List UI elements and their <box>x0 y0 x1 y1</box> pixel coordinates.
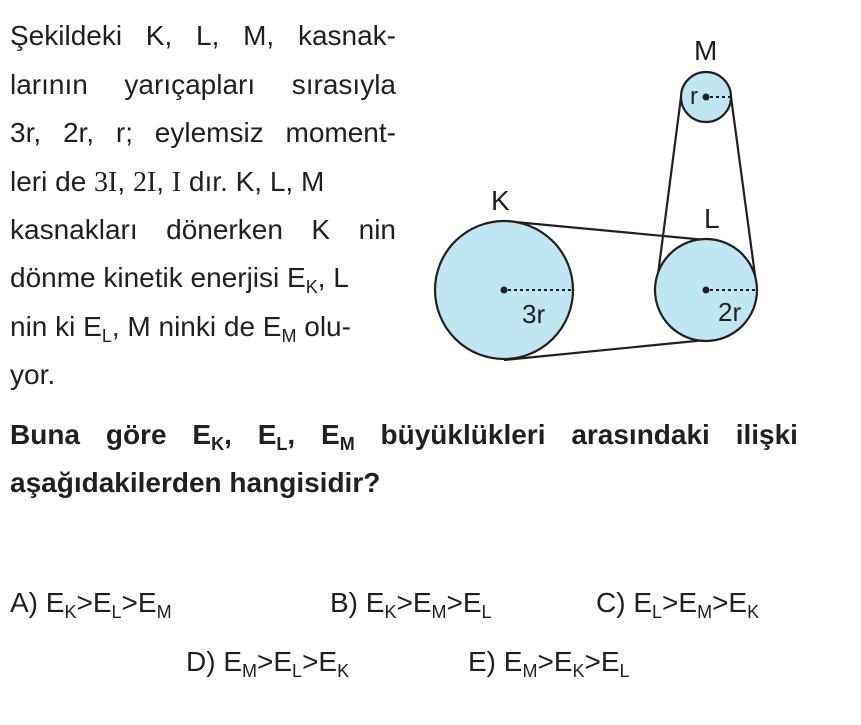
word: yarıçapları <box>124 69 256 100</box>
symbol: E <box>192 419 212 450</box>
symbol: E <box>503 646 523 677</box>
comma: , <box>287 419 296 450</box>
option-letter: A) <box>10 587 38 618</box>
text: olu- <box>296 311 351 342</box>
subscript: K <box>384 602 397 622</box>
symbol: E <box>321 419 340 450</box>
option-letter: B) <box>330 587 358 618</box>
subscript: M <box>697 602 713 622</box>
word: L, <box>196 20 220 51</box>
word: larının <box>10 69 88 100</box>
inertia-2i: 2I <box>132 167 157 198</box>
symbol: E <box>223 646 243 677</box>
inertia-3i: 3I <box>94 167 118 198</box>
text: dönme kinetik enerjisi E <box>10 262 306 293</box>
word: 2r, <box>62 117 95 148</box>
subscript: K <box>337 661 350 681</box>
symbol: >E <box>396 587 432 618</box>
text: , <box>117 166 133 197</box>
label-m: M <box>694 35 718 66</box>
pulley-m-center <box>703 94 710 101</box>
text: , L <box>317 262 349 293</box>
pulley-l-center <box>703 287 710 294</box>
word: r; <box>115 117 133 148</box>
radius-label-l: 2r <box>718 297 742 327</box>
subscript: L <box>652 602 663 622</box>
subscript: L <box>276 434 288 454</box>
text: , M ninki de E <box>111 311 282 342</box>
subscript: K <box>211 434 225 454</box>
subscript: M <box>522 661 538 681</box>
symbol: E <box>45 587 65 618</box>
word: arasındaki <box>571 419 710 450</box>
radius-label-m: r <box>690 83 698 110</box>
symbol: >E <box>121 587 157 618</box>
text: dır. K, L, M <box>181 166 325 197</box>
symbol: >E <box>257 646 293 677</box>
subscript: L <box>292 661 303 681</box>
subscript: M <box>431 602 447 622</box>
word: Şekildeki <box>10 20 123 51</box>
symbol: >E <box>584 646 620 677</box>
word: ilişki <box>735 419 798 450</box>
word: 3r, <box>10 117 42 148</box>
symbol: >E <box>662 587 698 618</box>
word: göre <box>105 419 167 450</box>
inertia-i: I <box>171 167 182 198</box>
symbol: E <box>633 587 653 618</box>
word: büyüklükleri <box>380 419 546 450</box>
text: leri de <box>10 166 95 197</box>
symbol: >E <box>712 587 748 618</box>
word: kasnakları <box>10 214 138 245</box>
word: dönerken <box>166 214 283 245</box>
symbol: E <box>365 587 385 618</box>
subscript: K <box>747 602 760 622</box>
word: M, <box>243 20 275 51</box>
comma: , <box>224 419 232 450</box>
symbol: >E <box>446 587 482 618</box>
word: eylemsiz <box>154 117 264 148</box>
paragraph-line-8: yor. <box>10 359 56 390</box>
subscript: L <box>481 602 492 622</box>
word: nin <box>358 214 396 245</box>
pulley-k-center <box>501 287 508 294</box>
word: moment- <box>285 117 396 148</box>
label-k: K <box>491 185 510 216</box>
subscript: K <box>305 277 318 297</box>
symbol: E <box>257 419 277 450</box>
subscript: K <box>64 602 77 622</box>
subscript: M <box>242 661 258 681</box>
word: K, <box>145 20 173 51</box>
symbol: >E <box>537 646 573 677</box>
word: K <box>311 214 331 245</box>
subscript: K <box>572 661 585 681</box>
radius-label-k: 3r <box>522 299 546 329</box>
subscript: L <box>619 661 630 681</box>
option-letter: E) <box>468 646 496 677</box>
label-l: L <box>704 203 720 234</box>
symbol: >E <box>76 587 112 618</box>
word: kasnak- <box>297 20 396 51</box>
question-line-2: aşağıdakilerden hangisidir? <box>10 467 381 498</box>
symbol: >E <box>302 646 338 677</box>
word: sırasıyla <box>291 69 396 100</box>
option-letter: C) <box>596 587 626 618</box>
text: nin ki E <box>10 311 102 342</box>
subscript: L <box>101 326 112 346</box>
word: Buna <box>10 419 80 450</box>
subscript: M <box>156 602 172 622</box>
subscript: M <box>281 326 297 346</box>
subscript: L <box>111 602 122 622</box>
text: , <box>156 166 172 197</box>
subscript: M <box>339 434 355 454</box>
option-letter: D) <box>186 646 216 677</box>
